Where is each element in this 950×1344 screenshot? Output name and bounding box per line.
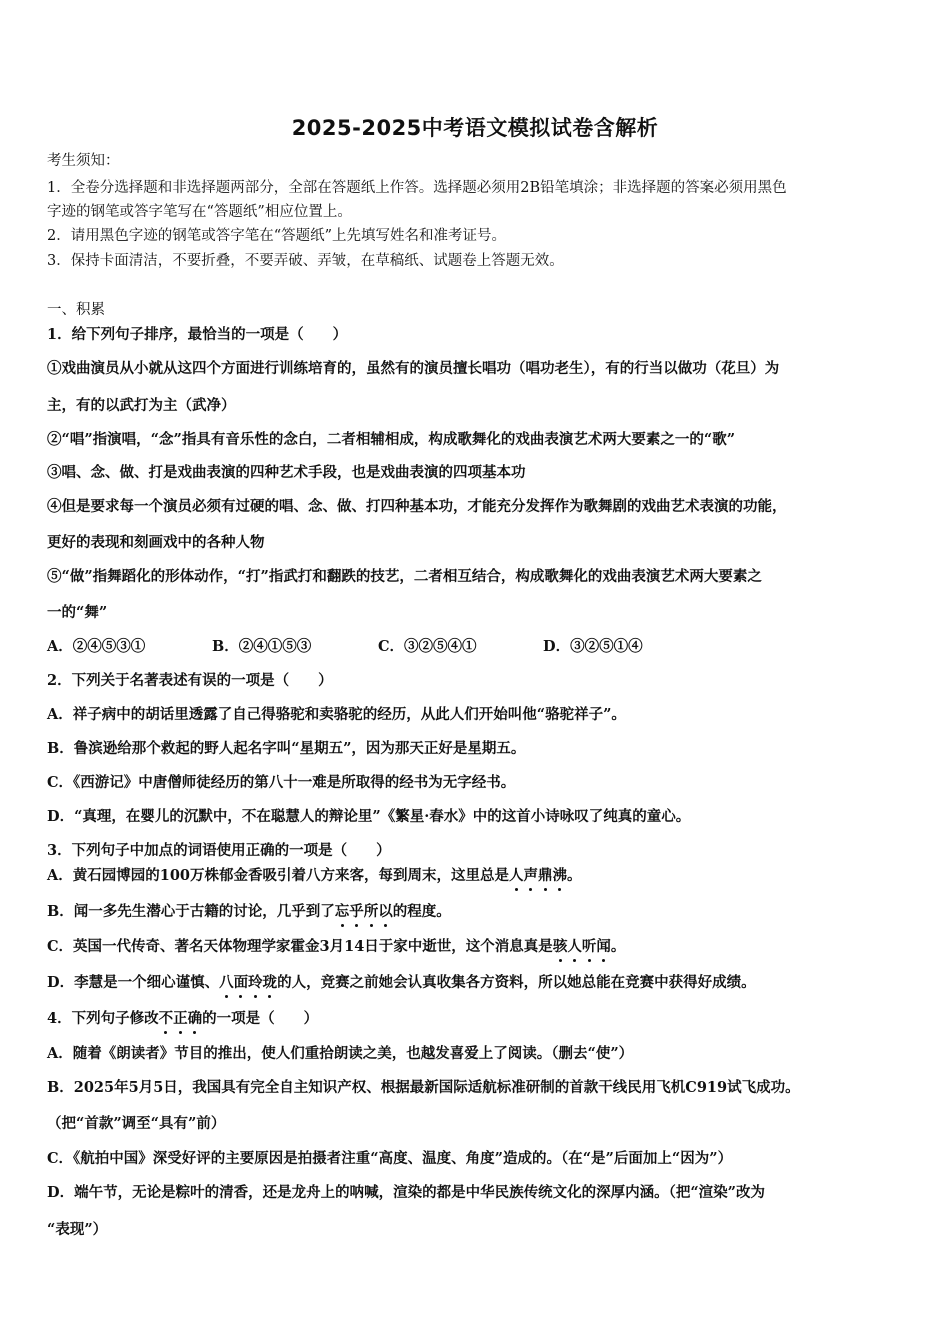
option-text: 的人，竞赛之前她会认真收集各方资料，所以她总能在竞赛中获得好成绩。 [277, 974, 756, 991]
page-title: 2025-2025中考语文模拟试卷含解析 [291, 116, 659, 140]
question-3-option-a [47, 866, 582, 886]
question-1-sentence: ④但是要求每一个演员必须有过硬的唱、念、做、打四种基本功，才能充分发挥作为歌舞剧的戏曲艺术表演的功能， [47, 498, 787, 515]
section-heading: 一、积累 [47, 302, 105, 318]
option-text: A．黄石园博园的100万株郁金香吸引着八方来客，每到周末，这里总是 [47, 867, 510, 884]
emphasis-char: 听 [581, 938, 597, 955]
question-2-option-a: A．祥子病中的胡话里透露了自己得骆驼和卖骆驼的经历，从此人们开始叫他“骆驼祥子”。 [47, 706, 626, 723]
question-3-stem: 3．下列句子中加点的词语使用正确的一项是（ ） [47, 842, 391, 859]
emphasis-char: 乎 [349, 903, 364, 920]
question-4-option-b: B．2025年5月5日，我国具有完全自主知识产权、根据最新国际适航标准研制的首款干线民用飞机C919试飞成功。 [47, 1079, 800, 1096]
question-1-sentence: 主，有的以武打为主（武净） [47, 397, 236, 414]
dotted-phrase [159, 1010, 203, 1027]
dotted-phrase [219, 974, 277, 991]
question-1-sentence: ③唱、念、做、打是戏曲表演的四种艺术手段，也是戏曲表演的四项基本功 [47, 464, 526, 481]
emphasis-char: 不 [158, 1010, 174, 1027]
option-text: C．英国一代传奇、著名天体物理学家霍金3月14日于家中逝世，这个消息真是 [47, 938, 553, 955]
question-2-option-d: D．“真理，在婴儿的沉默中，不在聪慧人的辩论里”《繁星·春水》中的这首小诗咏叹了纯真的童心。 [47, 808, 691, 825]
notice-line: 3．保持卡面清洁，不要折叠，不要弄破、弄皱，在草稿纸、试题卷上答题无效。 [47, 253, 564, 269]
notice-heading: 考生须知： [47, 153, 120, 169]
question-1-sentence: 一的“舞” [47, 604, 108, 621]
question-2-option-c: C．《西游记》中唐僧师徒经历的第八十一难是所取得的经书为无字经书。 [47, 774, 516, 791]
emphasis-char: 骇 [552, 938, 568, 955]
emphasis-char: 八 [219, 974, 234, 991]
emphasis-char: 以 [378, 903, 393, 920]
emphasis-char: 人 [509, 867, 524, 884]
option-text: 的程度。 [392, 903, 451, 920]
question-3-option-b [47, 902, 451, 922]
option-text: 。 [610, 938, 626, 955]
question-1-sentence: 更好的表现和刻画戏中的各种人物 [47, 534, 265, 551]
question-4-option-d: D．端午节，无论是粽叶的清香，还是龙舟上的呐喊，渲染的都是中华民族传统文化的深厚内涵。（把“渲染”改为 [47, 1184, 766, 1201]
question-1-option-a: A．②④⑤③① [47, 638, 146, 655]
question-3-option-d [47, 973, 756, 993]
emphasis-char: 珑 [262, 974, 278, 991]
emphasis-char: 确 [187, 1010, 203, 1027]
dotted-phrase [509, 867, 567, 884]
dotted-phrase [553, 938, 611, 955]
question-4-option-a: A．随着《朗读者》节目的推出，使人们重拾朗读之美，也越发喜爱上了阅读。（删去“使”） [47, 1045, 634, 1062]
option-text: B．闻一多先生潜心于古籍的讨论，几乎到了 [47, 903, 335, 920]
emphasis-char: 玲 [248, 974, 263, 991]
emphasis-char: 闻 [596, 938, 611, 955]
stem-text: 的一项是（ ） [202, 1010, 319, 1027]
option-text: D．李慧是一个细心谨慎、 [47, 974, 220, 991]
question-1-option-b: B．②④①⑤③ [212, 638, 312, 655]
emphasis-char: 忘 [334, 903, 350, 920]
stem-text: 4．下列句子修改 [47, 1010, 159, 1027]
question-1-stem: 1．给下列句子排序，最恰当的一项是（ ） [47, 326, 348, 343]
notice-line: 字迹的钢笔或答字笔写在“答题纸”相应位置上。 [47, 204, 352, 220]
question-4-option-d-note: “表现”） [47, 1221, 108, 1238]
question-1-sentence: ①戏曲演员从小就从这四个方面进行训练培育的，虽然有的演员擅长唱功（唱功老生），有的行当以做功（花旦）为 [47, 360, 780, 377]
question-4-option-b-note: （把“首款”调至“具有”前） [47, 1115, 226, 1132]
emphasis-char: 沸 [552, 867, 568, 884]
question-3-option-c [47, 937, 625, 957]
option-text: 。 [567, 867, 582, 884]
emphasis-char: 面 [233, 974, 249, 991]
question-1-option-c: C．③②⑤④① [378, 638, 477, 655]
question-4-option-c: C．《航拍中国》深受好评的主要原因是拍摄者注重“高度、温度、角度”造成的。（在“是”后面加上“因为”） [47, 1150, 733, 1167]
dotted-phrase [335, 903, 393, 920]
question-2-stem: 2．下列关于名著表述有误的一项是（ ） [47, 672, 333, 689]
notice-line: 2．请用黑色字迹的钢笔或答字笔在“答题纸”上先填写姓名和准考证号。 [47, 228, 507, 244]
question-1-sentence: ②“唱”指演唱，“念”指具有音乐性的念白，二者相辅相成，构成歌舞化的戏曲表演艺术两大要素之一的“歌” [47, 431, 736, 448]
question-2-option-b: B．鲁滨逊给那个救起的野人起名字叫“星期五”，因为那天正好是星期五。 [47, 740, 526, 757]
emphasis-char: 正 [173, 1010, 188, 1027]
emphasis-char: 鼎 [538, 867, 553, 884]
question-1-option-d: D．③②⑤①④ [543, 638, 643, 655]
question-4-stem [47, 1009, 318, 1029]
emphasis-char: 声 [523, 867, 539, 884]
emphasis-char: 所 [363, 903, 379, 920]
emphasis-char: 人 [567, 938, 582, 955]
notice-line: 1．全卷分选择题和非选择题两部分，全部在答题纸上作答。选择题必须用2B铅笔填涂；非选择题的答案必须用黑色 [47, 180, 787, 196]
question-1-sentence: ⑤“做”指舞蹈化的形体动作，“打”指武打和翻跌的技艺，二者相互结合，构成歌舞化的戏曲表演艺术两大要素之 [47, 568, 762, 585]
